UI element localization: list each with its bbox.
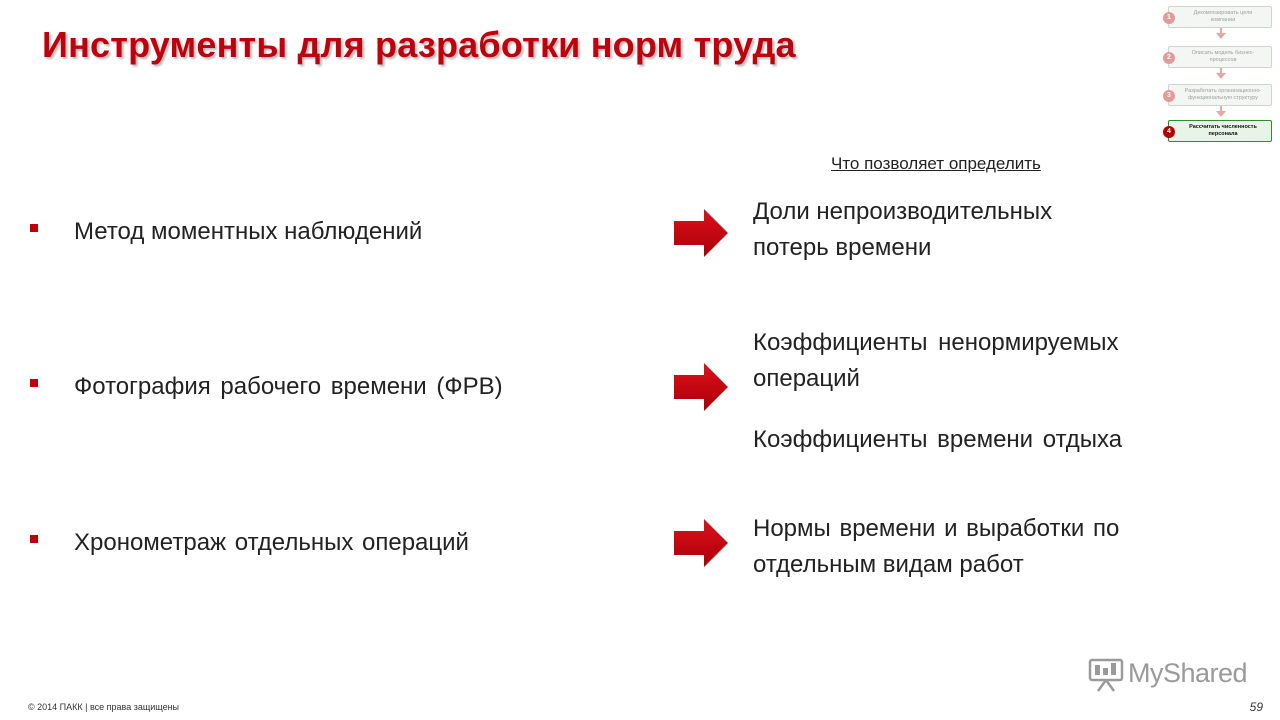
copyright-footer: © 2014 ПАКК | все права защищены: [28, 702, 180, 712]
result-line: операций: [753, 365, 860, 392]
down-arrow-icon: [1216, 33, 1226, 39]
result-text: [753, 511, 1119, 583]
result-text: [753, 194, 1052, 266]
watermark-logo: [1088, 656, 1248, 694]
page-title: Инструменты для разработки норм труда: [42, 24, 796, 65]
method-item: [30, 218, 422, 246]
result-text: [753, 422, 1122, 458]
result-line: Коэффициенты времени отдыха: [753, 426, 1123, 453]
square-bullet-icon: [30, 224, 38, 232]
step-label: Описать модель бизнес-процессов: [1191, 50, 1255, 63]
process-step-3: [1168, 84, 1272, 106]
step-number: 4: [1163, 126, 1175, 138]
down-arrow-icon: [1216, 111, 1226, 117]
method-label: Хронометраж отдельных операций: [74, 529, 469, 556]
step-number: 1: [1163, 12, 1175, 24]
presentation-board-icon: [1088, 658, 1124, 692]
step-number: 2: [1163, 52, 1175, 64]
watermark-text: MyShared: [1128, 658, 1248, 688]
step-label: Рассчитать численность персонала: [1189, 124, 1257, 137]
method-label: Метод моментных наблюдений: [74, 218, 423, 245]
result-line: потерь времени: [753, 234, 932, 261]
method-item: [30, 529, 469, 557]
result-line: Нормы времени и выработки по: [753, 515, 1120, 542]
result-line: Доли непроизводительных: [753, 198, 1053, 225]
process-step-2: [1168, 46, 1272, 68]
process-step-1: [1168, 6, 1272, 28]
step-label: Разработать организационно-функциональную структуру: [1184, 88, 1262, 101]
section-subtitle: Что позволяет определить: [831, 154, 1041, 173]
process-diagram: [1166, 4, 1274, 144]
down-arrow-icon: [1216, 73, 1226, 79]
right-arrow-icon: [672, 361, 730, 413]
result-line: отдельным видам работ: [753, 551, 1024, 578]
result-line: Коэффициенты ненормируемых: [753, 329, 1119, 356]
process-step-4: [1168, 120, 1272, 142]
square-bullet-icon: [30, 535, 38, 543]
square-bullet-icon: [30, 379, 38, 387]
method-label: Фотография рабочего времени (ФРВ): [74, 373, 503, 400]
right-arrow-icon: [672, 517, 730, 569]
step-label: Декомпозировать цели компании: [1193, 10, 1253, 23]
result-text: [753, 325, 1119, 397]
method-item: [30, 373, 503, 401]
right-arrow-icon: [672, 207, 730, 259]
page-number: 59: [1249, 700, 1263, 714]
step-number: 3: [1163, 90, 1175, 102]
